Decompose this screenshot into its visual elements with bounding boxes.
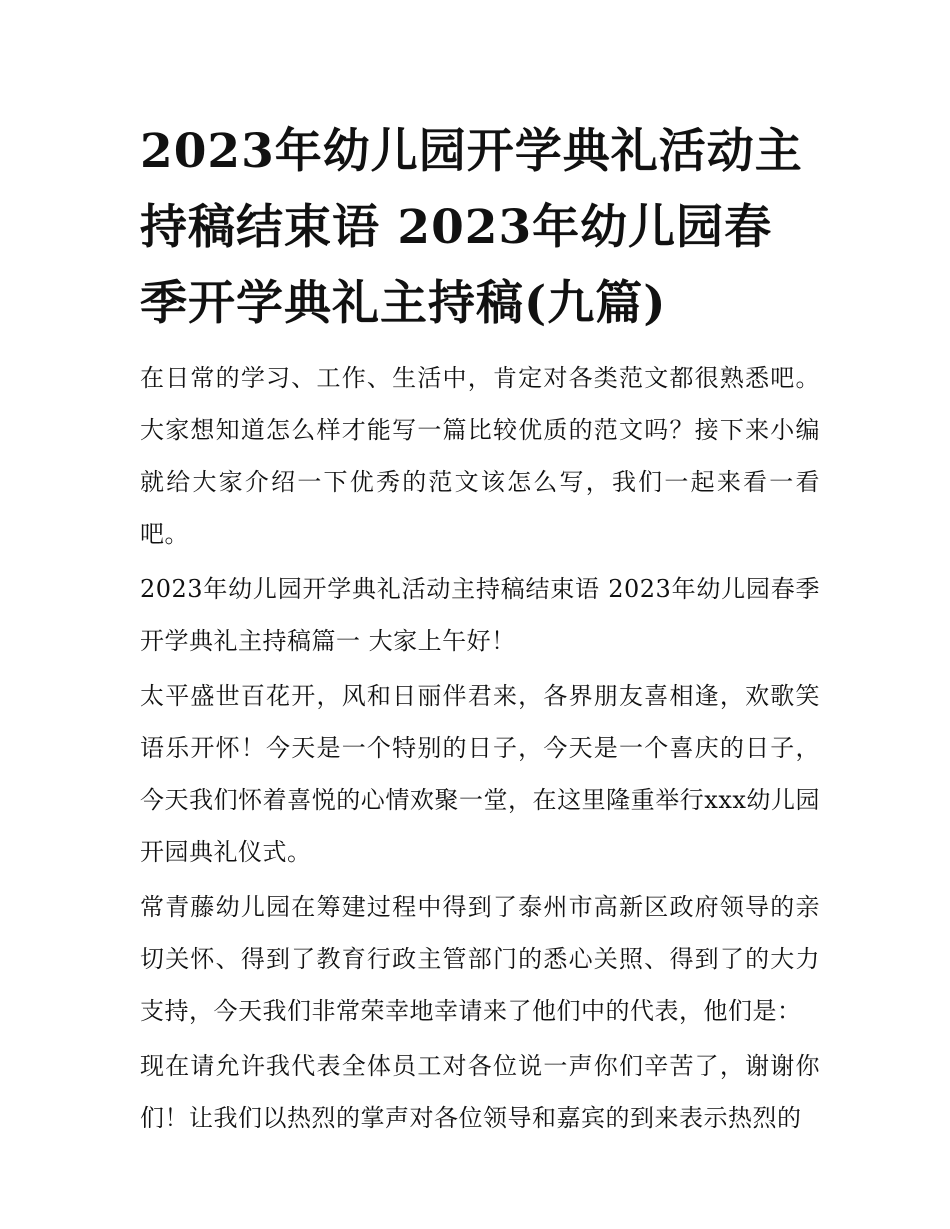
paragraph-acknowledgement: 常青藤幼儿园在筹建过程中得到了泰州市高新区政府领导的亲切关怀、得到了教育行政主管部门的悉心关照、得到了的大力支持，今天我们非常荣幸地幸请来了他们中的代表，他们是： bbox=[140, 893, 820, 1025]
paragraph-heading-part-one: 2023年幼儿园开学典礼活动主持稿结束语 2023年幼儿园春季开学典礼主持稿篇一 大家上午好！ bbox=[140, 575, 820, 655]
paragraph-opening-greeting: 太平盛世百花开，风和日丽伴君来，各界朋友喜相逢，欢歌笑语乐开怀！今天是一个特别的日子，今天是一个喜庆的日子，今天我们怀着喜悦的心情欢聚一堂，在这里隆重举行xxx幼儿园开园典礼仪式。 bbox=[140, 682, 820, 866]
paragraph-thanks: 现在请允许我代表全体员工对各位说一声你们辛苦了，谢谢你们！让我们以热烈的掌声对各位领导和嘉宾的到来表示热烈的 bbox=[140, 1052, 820, 1132]
paragraph-intro: 在日常的学习、工作、生活中，肯定对各类范文都很熟悉吧。大家想知道怎么样才能写一篇比较优质的范文吗？接下来小编就给大家介绍一下优秀的范文该怎么写，我们一起来看一看吧。 bbox=[140, 364, 820, 548]
document-body bbox=[140, 352, 820, 1147]
document-title: 2023年幼儿园开学典礼活动主持稿结束语 2023年幼儿园春季开学典礼主持稿(九篇) bbox=[140, 124, 803, 331]
